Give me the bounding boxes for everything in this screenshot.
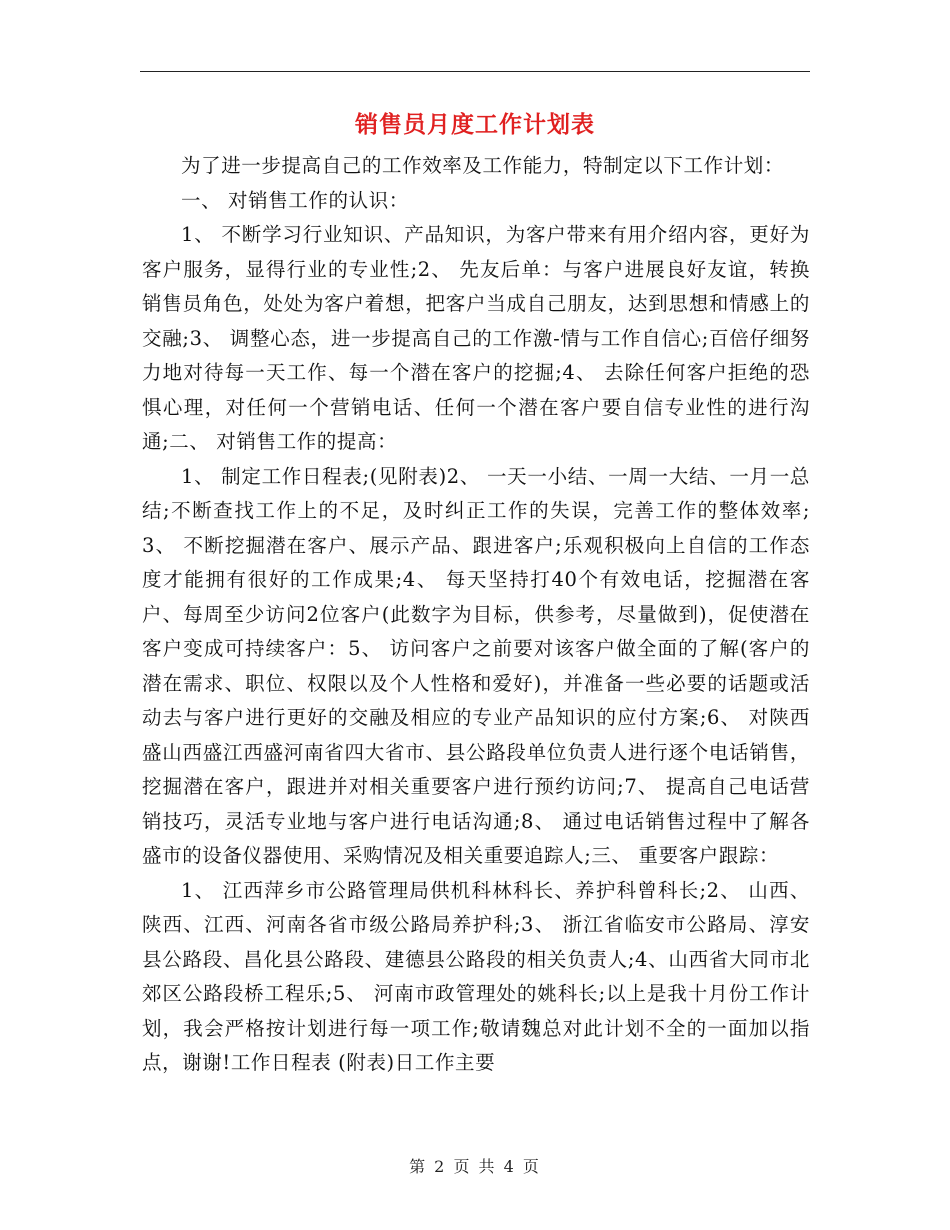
paragraph-section-1-heading: 一、 对销售工作的认识： xyxy=(181,188,409,212)
document-title: 销售员月度工作计划表 xyxy=(355,111,595,138)
header-rule xyxy=(140,71,810,72)
paragraph-section-3-content: 1、 江西萍乡市公路管理局供机科林科长、养护科曾科长;2、 山西、陕西、江西、河南各省市级公路局养护科;3、 浙江省临安市公路局、淳安县公路段、昌化县公路段、建德县公路段的相关负责人;4、山西省大同市北郊区公路段桥工程乐;5、 河南市政管理处的姚科长;以上是我十月份工作计划，我会严格按计划进行每一项工作;敬请魏总对此计划不全的一面加以指点，谢谢!工作日程表 (附表)日工作主要 xyxy=(142,878,810,1074)
paragraph-section-1-content: 1、 不断学习行业知识、产品知识，为客户带来有用介绍内容，更好为客户服务，显得行业的专业性;2、 先友后单：与客户进展良好友谊，转换销售员角色，处处为客户着想，把客户当成自己朋友，达到思想和情感上的交融;3、 调整心态，进一步提高自己的工作激-情与工作自信心;百倍仔细努力地对待每一天工作、每一个潜在客户的挖掘;4、 去除任何客户拒绝的恐惧心理，对任何一个营销电话、任何一个潜在客户要自信专业性的进行沟通;二、 对销售工作的提高： xyxy=(142,223,810,453)
page-footer: 第 2 页 共 4 页 xyxy=(409,1157,541,1176)
paragraph-section-2-content: 1、 制定工作日程表;(见附表)2、 一天一小结、一周一大结、一月一总结;不断查找工作上的不足，及时纠正工作的失误，完善工作的整体效率;3、 不断挖掘潜在客户、展示产品、跟进客户;乐观积极向上自信的工作态度才能拥有很好的工作成果;4、 每天坚持打40个有效电话，挖掘潜在客户、每周至少访问2位客户(此数字为目标，供参考，尽量做到)，促使潜在客户变成可持续客户：5、 访问客户之前要对该客户做全面的了解(客户的潜在需求、职位、权限以及个人性格和爱好)，并准备一些必要的话题或活动去与客户进行更好的交融及相应的专业产品知识的应付方案;6、 对陕西盛山西盛江西盛河南省四大省市、县公路段单位负责人进行逐个电话销售，挖掘潜在客户，跟进并对相关重要客户进行预约访问;7、 提高自己电话营销技巧，灵活专业地与客户进行电话沟通;8、 通过电话销售过程中了解各盛市的设备仪器使用、采购情况及相关重要追踪人;三、 重要客户跟踪： xyxy=(142,464,810,867)
document-body xyxy=(142,149,810,1081)
paragraph-intro: 为了进一步提高自己的工作效率及工作能力，特制定以下工作计划： xyxy=(181,154,785,177)
